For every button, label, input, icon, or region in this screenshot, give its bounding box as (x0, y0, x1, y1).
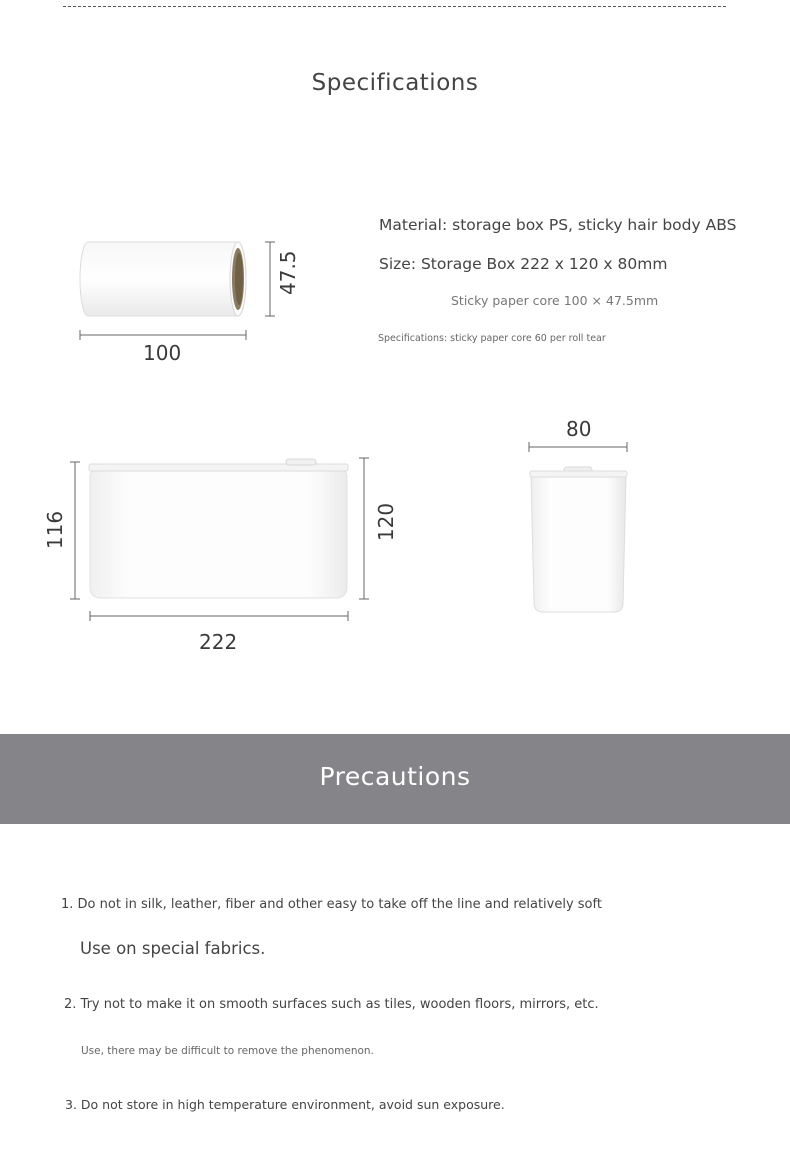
material-text: Material: storage box PS, sticky hair body ABS (379, 216, 737, 234)
precaution-item-1-continued: Use on special fabrics. (80, 939, 266, 958)
roll-diameter-label: 47.5 (276, 250, 300, 295)
box-height-right-label: 120 (374, 502, 398, 542)
spec-text: Specifications: sticky paper core 60 per roll tear (378, 333, 606, 344)
box-width-label: 222 (199, 630, 238, 654)
sticky-roll-illustration (70, 232, 310, 342)
storage-box-side-illustration (520, 440, 640, 620)
size-text: Size: Storage Box 222 x 120 x 80mm (379, 255, 668, 273)
storage-box-front-illustration (60, 450, 380, 630)
precaution-item-2-continued: Use, there may be difficult to remove the phenomenon. (81, 1045, 374, 1057)
box-depth-label: 80 (566, 417, 592, 441)
box-height-left-label: 116 (43, 510, 67, 550)
roll-length-label: 100 (143, 341, 182, 365)
specifications-heading: Specifications (311, 70, 479, 96)
precaution-item-3: 3. Do not store in high temperature environment, avoid sun exposure. (65, 1097, 505, 1112)
precautions-heading: Precautions (319, 762, 471, 791)
dashed-divider (63, 6, 726, 7)
precaution-item-2: 2. Try not to make it on smooth surfaces such as tiles, wooden floors, mirrors, etc. (64, 997, 599, 1012)
core-size-text: Sticky paper core 100 × 47.5mm (451, 293, 659, 308)
precautions-banner (0, 734, 790, 824)
precaution-item-1: 1. Do not in silk, leather, fiber and other easy to take off the line and relatively soft (61, 897, 602, 912)
